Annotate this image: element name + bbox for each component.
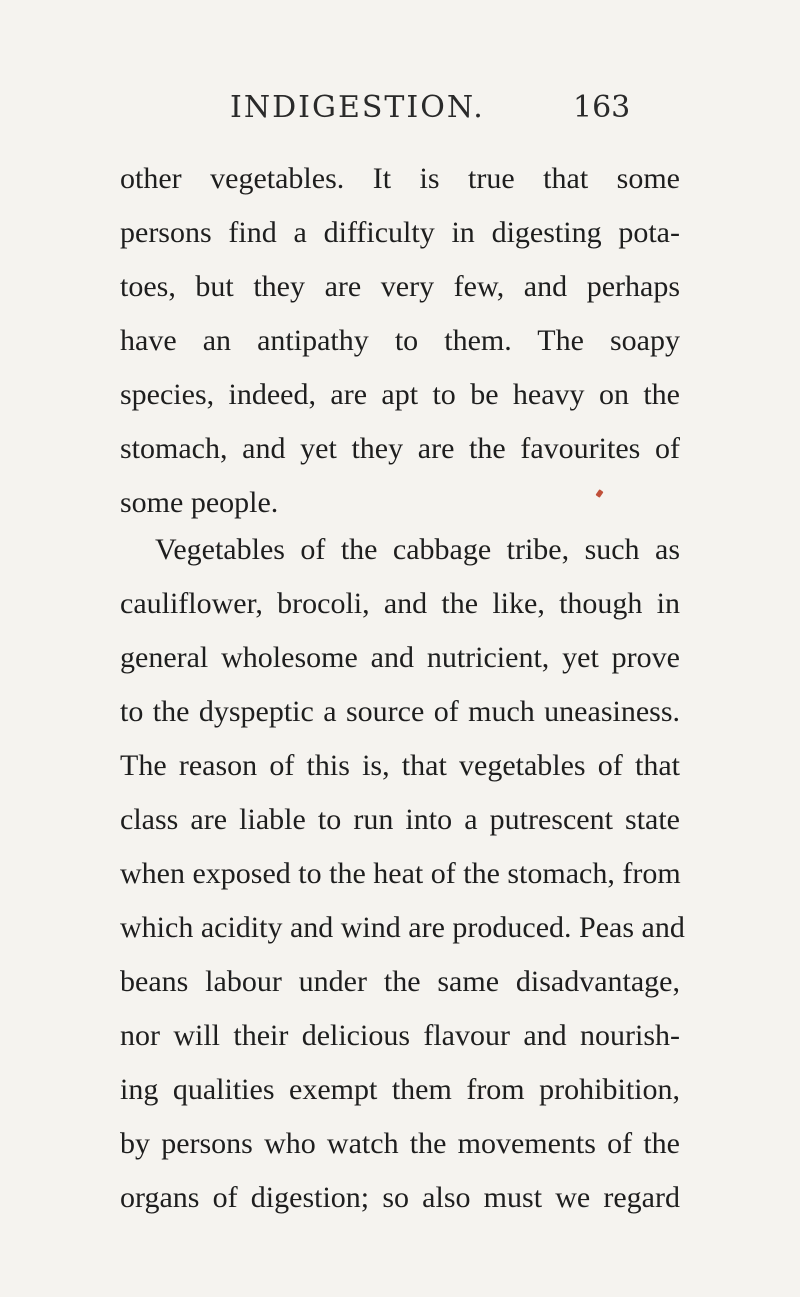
text-line: cauliflower, brocoli, and the like, though in (120, 587, 680, 620)
text-line: The reason of this is, that vegetables of that (120, 749, 680, 782)
text-line: Vegetables of the cabbage tribe, such as (155, 533, 680, 566)
text-line: to the dyspeptic a source of much uneasiness. (120, 695, 680, 728)
text-line: beans labour under the same disadvantage, (120, 965, 680, 998)
text-line: toes, but they are very few, and perhaps (120, 270, 680, 303)
text-line: species, indeed, are apt to be heavy on the (120, 378, 680, 411)
text-line: nor will their delicious flavour and nourish- (120, 1019, 680, 1052)
text-line: by persons who watch the movements of the (120, 1127, 680, 1160)
running-head: INDIGESTION. (230, 90, 485, 125)
text-line: stomach, and yet they are the favourites of (120, 432, 680, 465)
paragraph-1 (120, 152, 680, 530)
text-line: ing qualities exempt them from prohibition, (120, 1073, 680, 1106)
text-line: class are liable to run into a putrescent state (120, 803, 680, 836)
text-line: persons find a difficulty in digesting pota- (120, 216, 680, 249)
text-line: organs of digestion; so also must we regard (120, 1181, 680, 1214)
text-line: have an antipathy to them. The soapy (120, 324, 680, 357)
text-line: some people. (120, 486, 279, 519)
text-line: general wholesome and nutricient, yet prove (120, 641, 680, 674)
text-line: which acidity and wind are produced. Peas and (120, 911, 685, 944)
page-header (0, 90, 800, 140)
paragraph-2 (120, 523, 685, 1225)
text-line: when exposed to the heat of the stomach, from (120, 857, 681, 890)
text-line: other vegetables. It is true that some (120, 162, 680, 195)
page-number: 163 (573, 90, 631, 125)
